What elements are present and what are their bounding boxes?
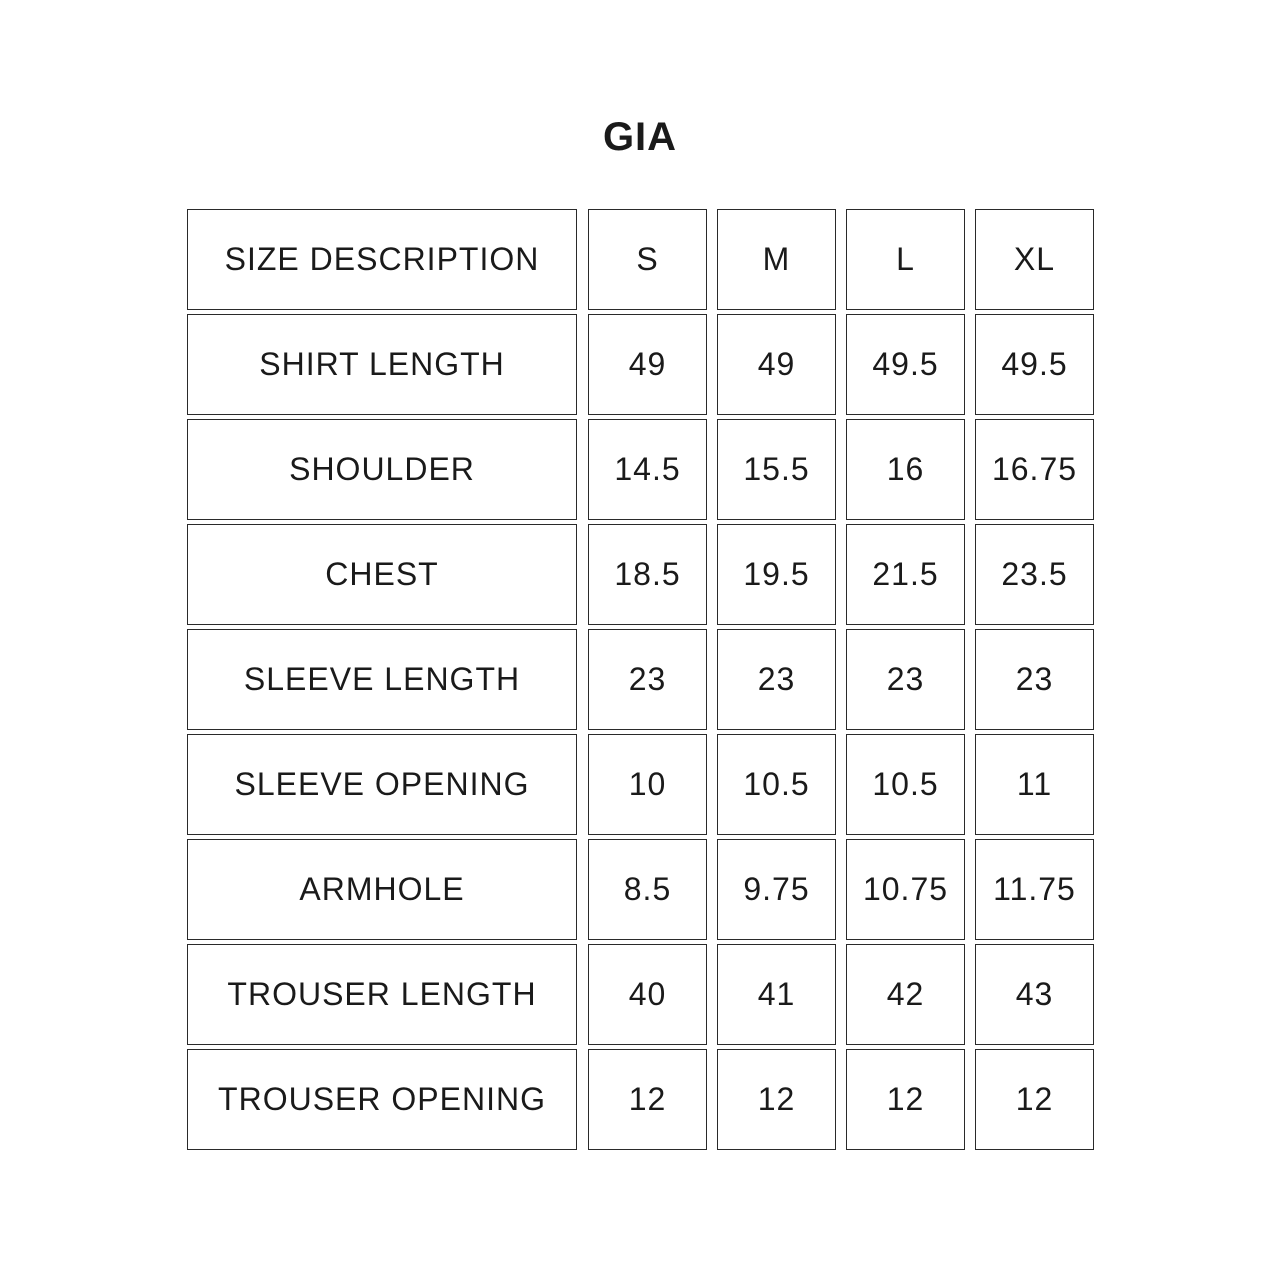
cell-value: 10.5 — [717, 734, 836, 835]
row-label: ARMHOLE — [187, 839, 577, 940]
cell-value: 12 — [846, 1049, 965, 1150]
cell-value: 49.5 — [846, 314, 965, 415]
table-row — [187, 314, 1094, 415]
table-row — [187, 524, 1094, 625]
row-label: SLEEVE LENGTH — [187, 629, 577, 730]
cell-value: 41 — [717, 944, 836, 1045]
row-label: SHIRT LENGTH — [187, 314, 577, 415]
page-title: GIA — [602, 115, 678, 159]
cell-value: 11 — [975, 734, 1094, 835]
cell-value: 49 — [717, 314, 836, 415]
cell-value: 9.75 — [717, 839, 836, 940]
header-size-l: L — [846, 209, 965, 310]
table-row — [187, 1049, 1094, 1150]
cell-value: 10.5 — [846, 734, 965, 835]
cell-value: 43 — [975, 944, 1094, 1045]
cell-value: 12 — [975, 1049, 1094, 1150]
header-size-m: M — [717, 209, 836, 310]
cell-value: 16.75 — [975, 419, 1094, 520]
cell-value: 15.5 — [717, 419, 836, 520]
cell-value: 16 — [846, 419, 965, 520]
header-size-xl: XL — [975, 209, 1094, 310]
cell-value: 8.5 — [588, 839, 707, 940]
header-size-description: SIZE DESCRIPTION — [187, 209, 577, 310]
row-label: TROUSER OPENING — [187, 1049, 577, 1150]
cell-value: 14.5 — [588, 419, 707, 520]
cell-value: 18.5 — [588, 524, 707, 625]
cell-value: 42 — [846, 944, 965, 1045]
cell-value: 40 — [588, 944, 707, 1045]
header-size-s: S — [588, 209, 707, 310]
row-label: SHOULDER — [187, 419, 577, 520]
size-chart-table — [187, 209, 1094, 1154]
table-row — [187, 839, 1094, 940]
cell-value: 23 — [588, 629, 707, 730]
cell-value: 49 — [588, 314, 707, 415]
row-label: CHEST — [187, 524, 577, 625]
cell-value: 10.75 — [846, 839, 965, 940]
cell-value: 12 — [717, 1049, 836, 1150]
table-row — [187, 629, 1094, 730]
cell-value: 21.5 — [846, 524, 965, 625]
cell-value: 49.5 — [975, 314, 1094, 415]
table-row — [187, 944, 1094, 1045]
cell-value: 11.75 — [975, 839, 1094, 940]
cell-value: 23 — [717, 629, 836, 730]
cell-value: 23 — [846, 629, 965, 730]
cell-value: 10 — [588, 734, 707, 835]
row-label: SLEEVE OPENING — [187, 734, 577, 835]
cell-value: 19.5 — [717, 524, 836, 625]
cell-value: 12 — [588, 1049, 707, 1150]
cell-value: 23 — [975, 629, 1094, 730]
table-row — [187, 734, 1094, 835]
cell-value: 23.5 — [975, 524, 1094, 625]
table-row — [187, 419, 1094, 520]
table-header-row — [187, 209, 1094, 310]
row-label: TROUSER LENGTH — [187, 944, 577, 1045]
